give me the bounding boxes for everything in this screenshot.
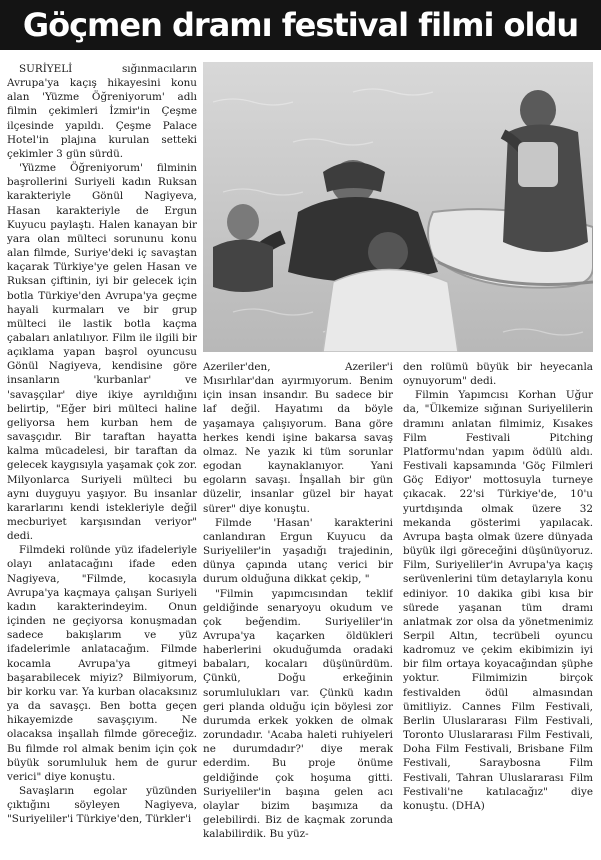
paragraph: Filmin Yapımcısı Korhan Uğur da, "Ülkemize sığınan Suriyelilerin dramını anlatan filmimiz, Kısakes Film Festivali Pitching Platformu'ndan yapım ödülü aldı. Festivali kapsamında 'Göç Filmleri Göç Ediyor' mottosuyla turneye çıkacak. 22'si Türkiye'de, 10'u yurtdışında olmak üzere 32 mekanda gösterimi yapılacak. Avrupa başta olmak üzere dünyada büyük ilgi göreceğini düşünüyoruz. Film, Suriyeliler'in Avrupa'ya kaçış serüvenlerini tüm detaylarıyla konu ediniyor. 10 dakika gibi kısa bir sürede yaşanan tüm dramı anlatmak zor olsa da yönetmenimiz Serpil Altın, tecrübeli oyuncu kadromuz ve çekim ekibimizin iyi bir film ortaya koyacağından şüphe yoktur. Filmimizin birçok festivalden ödül almasından ümitliyiz. Cannes Film Festivali, Berlin Uluslararası Film Festivali, Toronto Uluslararası Film Festivali, Doha Film Festivali, Brisbane Film Festivali, Saraybosna Film Festivali, Tahran Uluslararası Film Festivali'ne katılacağız" diye konuştu. (DHA) bbox=[403, 389, 593, 812]
paragraph: Azeriler'den, Azeriler'i Mısırlılar'dan ayırmıyorum. Benim için insan insandır. Bu sadece bir laf değil. Hayatımı da böyle yaşamaya çalışıyorum. Bana göre herkes kendi işine bakarsa savaş olmaz. Ne yazık ki tüm sorunlar egodan kaynaklanıyor. Yani egoların savaşı. İnşallah bir gün düzelir, insanlar güzel bir hayat sürer" diye konuştu. bbox=[203, 361, 393, 515]
paragraph: Savaşların egolar yüzünden çıktığını söyleyen Nagiyeva, "Suriyeliler'i Türkiye'den, Türkler'i bbox=[7, 784, 197, 826]
paragraph: Filmde 'Hasan' karakterini canlandıran Ergun Kuyucu da Suriyeliler'in yaşadığı trajedinin, dünya çapında utanç verici bir durum olduğuna dikkat çekip, " bbox=[203, 516, 393, 586]
article-column-2 bbox=[203, 360, 393, 857]
headline: Göçmen dramı festival filmi oldu bbox=[0, 0, 601, 50]
paragraph: SURİYELİ sığınmacıların Avrupa'ya kaçış hikayesini konu alan 'Yüzme Öğreniyorum' adlı filmin çekimleri İzmir'in Çeşme ilçesinde yapıldı. Çeşme Palace Hotel'in plajına kurulan setteki çekimler 3 gün sürdü. bbox=[7, 63, 197, 160]
news-photo bbox=[203, 62, 593, 352]
paragraph: Filmdeki rolünde yüz ifadeleriyle olayı anlatacağını ifade eden Nagiyeva, "Filmde, kocasıyla Avrupa'ya kaçmaya çalışan Suriyeli kadın karakterindeyim. Onun içinden ne geçiyorsa konuşmadan sadece bakışlarım ve yüz ifadelerimle anlatacağım. Filmde kocamla Avrupa'ya gitmeyi başarabilecek miyiz? Bilmiyorum, bir korku var. Ya kurban olacaksınız ya da savaşçı. Ben botta geçen hikayemizde savaşçıyım. Ne olacaksa inşallah filmde göreceğiz. Bu filmde rol almak benim için çok büyük sorumluluk hem de gurur verici" diye konuştu. bbox=[7, 544, 197, 783]
paragraph: den rolümü büyük bir heyecanla oynuyorum" dedi. bbox=[403, 361, 593, 388]
paragraph: "Filmin yapımcısından teklif geldiğinde senaryoyu okudum ve çok beğendim. Suriyeliler'in Avrupa'ya kaçarken öldükleri haberlerini okuduğumda oradaki babaları, kocaları düşünürdüm. Çünkü, Doğu erkeğinin sorumlulukları var. Çünkü kadın geri planda olduğu için böylesi zor durumda erkek yokken de olmak zorundadır. 'Acaba haleti ruhiyeleri ne durumdadır?' diye merak ederdim. Bu proje önüme geldiğinde çok hoşuma gitti. Suriyeliler'in başına gelen acı olaylar bizim başımıza da gelebilirdi. Biz de kaçmak zorunda kalabilirdik. Bu yüz- bbox=[203, 587, 393, 841]
article-column-1 bbox=[7, 62, 197, 857]
paragraph: 'Yüzme Öğreniyorum' filminin başrollerini Suriyeli kadın Ruksan karakteriyle Gönül Nagiyeva, Hasan karakteriyle de Ergun Kuyucu paylaştı. Halen kanayan bir yara olan mülteci sorununu konu alan filmde, Suriye'deki iç savaştan kaçarak Türkiye'ye gelen Hasan ve Ruksan çiftinin, iyi bir gelecek için botla Türkiye'den Avrupa'ya geçme hayali kurmaları ve bir grup mülteci ile lastik botla kaçma çabaları anlatılıyor. Film ile ilgili bir açıklama yapan başrol oyuncusu Gönül Nagiyeva, kendisine göre insanların 'kurbanlar' ve 'savaşçılar' diye ikiye ayrıldığını belirtip, "Eğer biri mülteci haline geliyorsa hem kurban hem de savaşçıdır. Bir taraftan hayatta kalma mücadelesi, bir taraftan da gelecek kaygısıyla yaşamak çok zor. Milyonlarca Suriyeli mülteci bu aynı duyguyu yaşıyor. Bu insanlar kararlarını kendi istekleriyle değil mecburiyet karşısından veriyor" dedi. bbox=[7, 162, 197, 543]
article-column-3 bbox=[403, 360, 593, 857]
photo-illustration bbox=[203, 62, 593, 352]
